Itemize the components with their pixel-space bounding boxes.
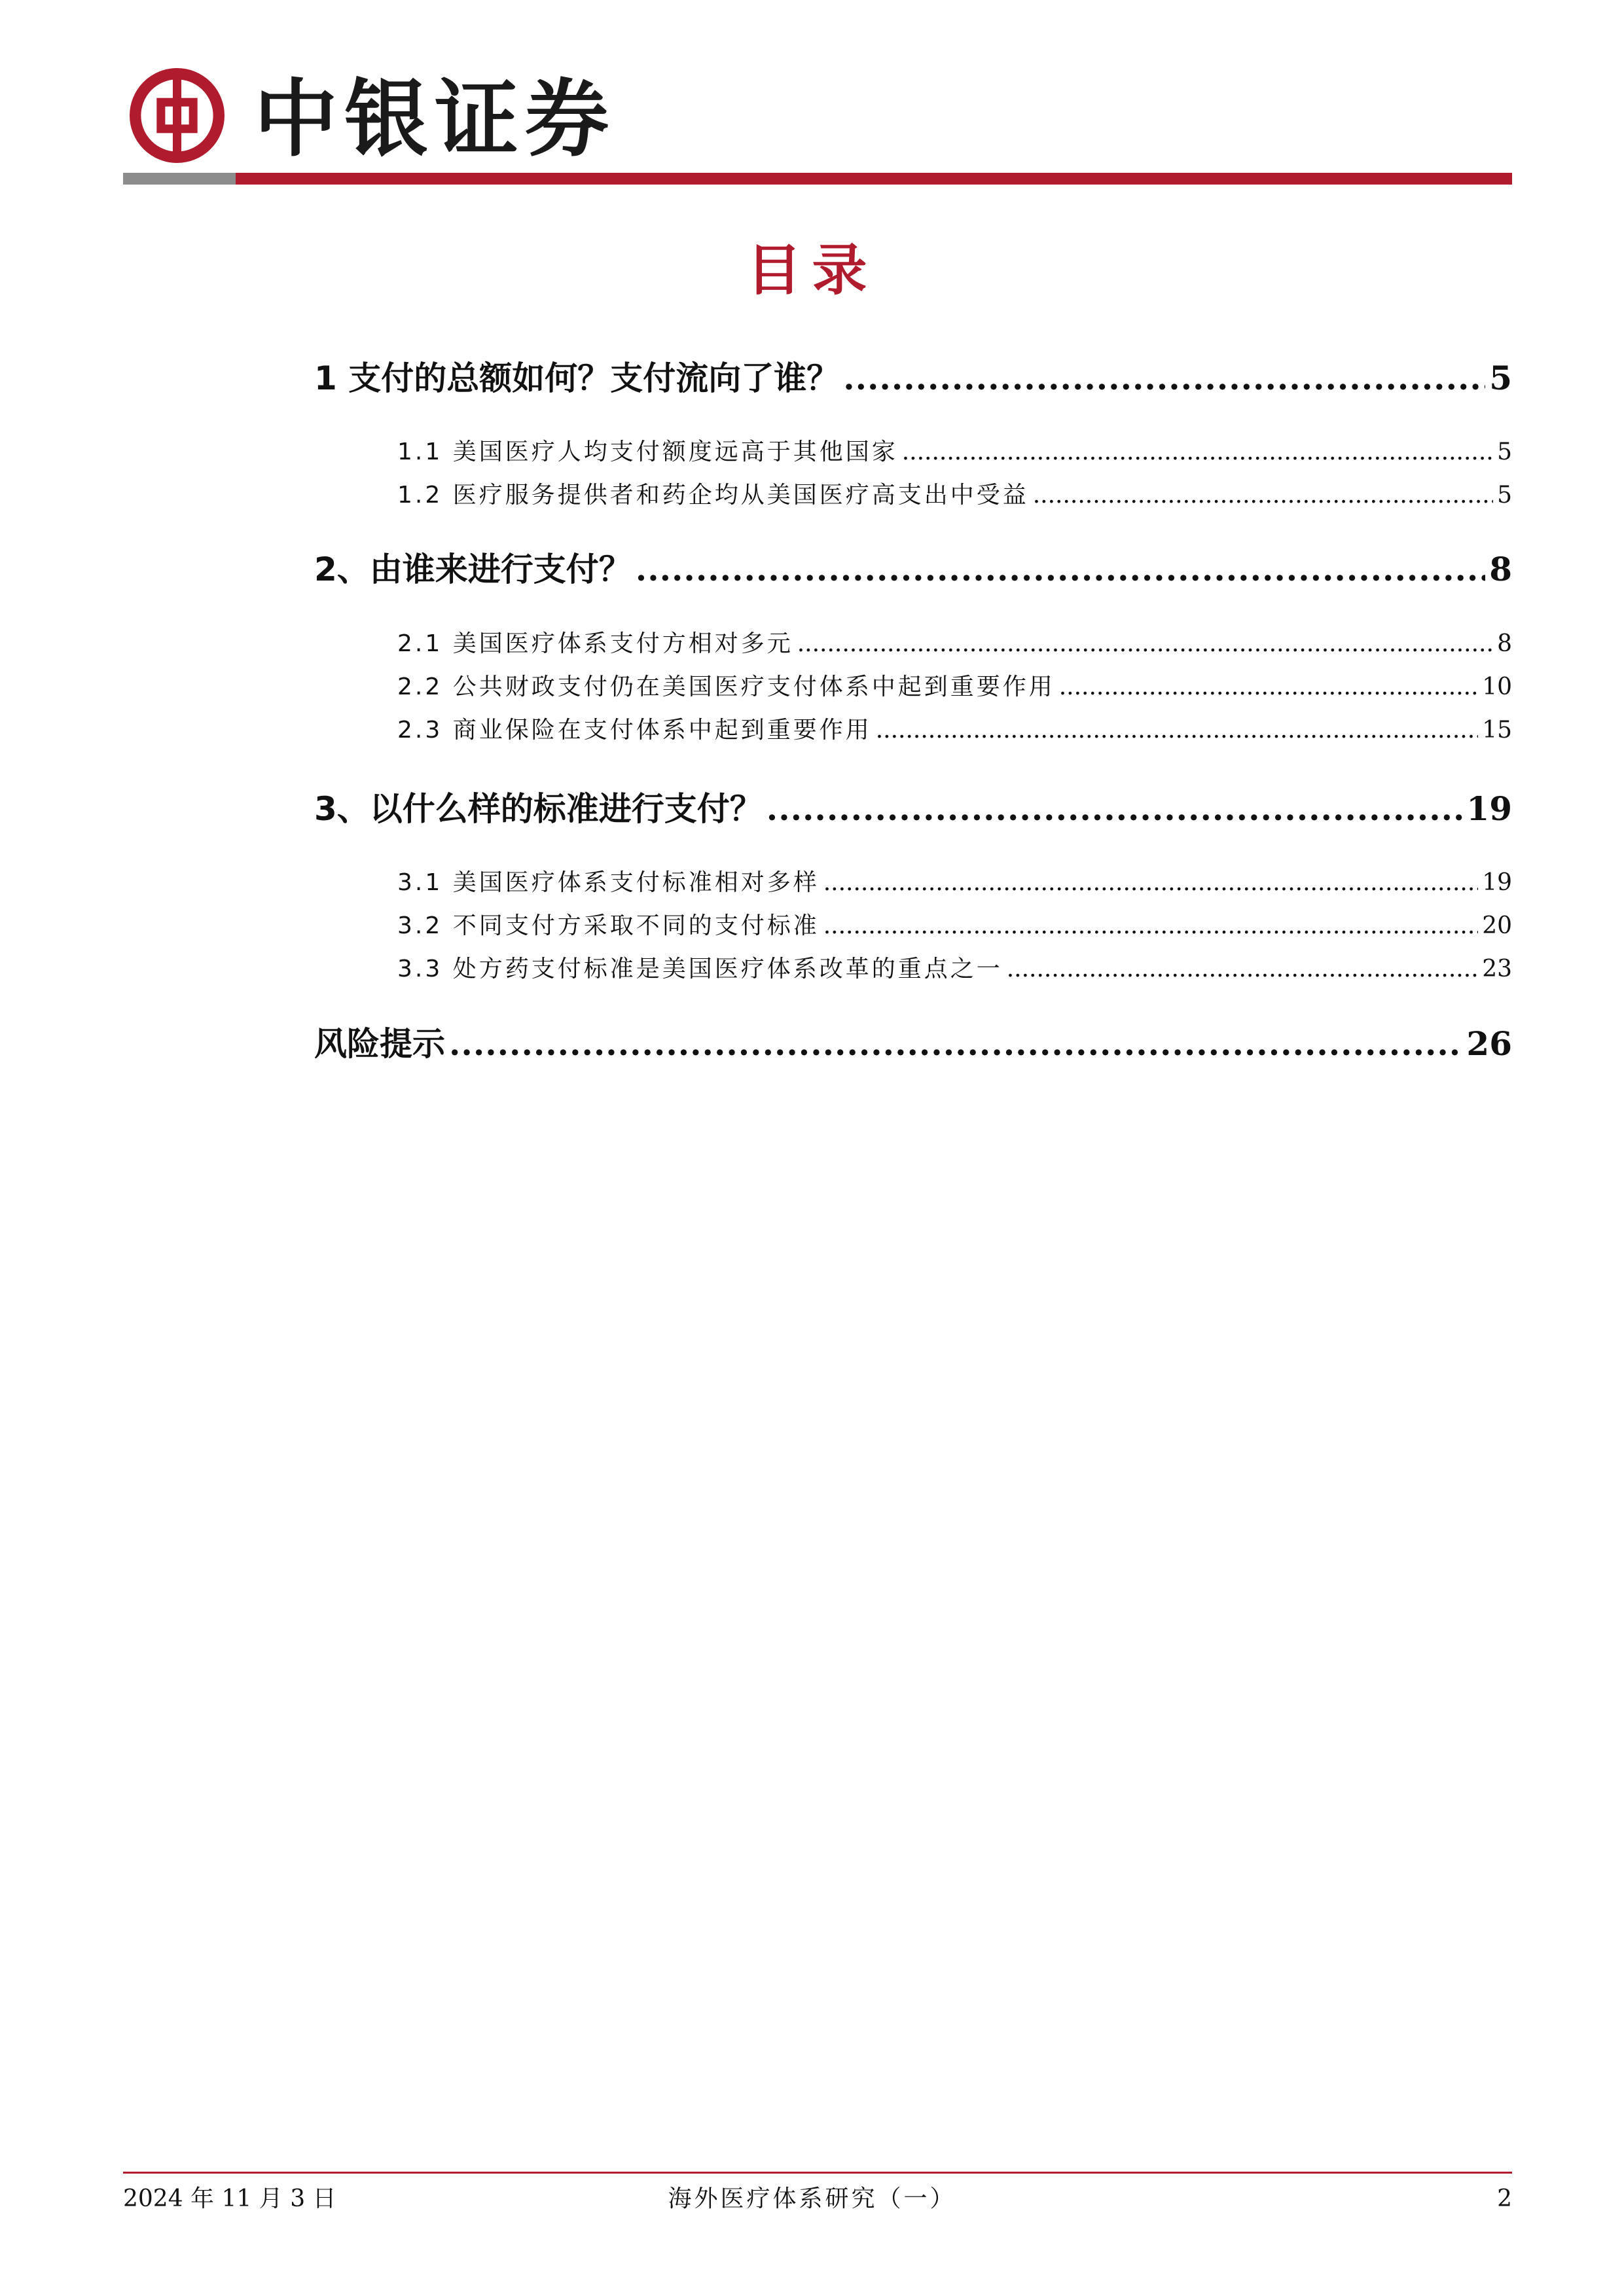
toc-entry-label: 2.1 美国医疗体系支付方相对多元: [397, 630, 793, 657]
toc-entry-page: 8: [1497, 630, 1512, 657]
toc-entry-label: 3.3 处方药支付标准是美国医疗体系改革的重点之一: [397, 956, 1003, 982]
toc-entry-section-3-3[interactable]: [314, 950, 1512, 984]
toc-entry-section-3[interactable]: [314, 783, 1512, 830]
footer-page-number: 2: [1497, 2185, 1512, 2212]
toc-leader-dots: [902, 439, 1493, 465]
toc-leader-dots: [449, 1024, 1462, 1063]
toc-entry-section-2[interactable]: [314, 543, 1512, 590]
toc-entry-label: 1.2 医疗服务提供者和药企均从美国医疗高支出中受益: [397, 482, 1029, 509]
toc-entry-label: 风险提示: [314, 1025, 445, 1063]
footer-report-title: 海外医疗体系研究（一）: [668, 2185, 956, 2212]
toc-entry-section-3-1[interactable]: [314, 864, 1512, 897]
toc-entry-section-2-3[interactable]: [314, 711, 1512, 745]
toc-entry-label: 1.1 美国医疗人均支付额度远高于其他国家: [397, 439, 898, 465]
toc-entry-page: 19: [1482, 869, 1512, 896]
toc-entry-page: 20: [1482, 912, 1512, 939]
toc-title: 目录: [746, 238, 878, 302]
toc-entry-label: 2.3 商业保险在支付体系中起到重要作用: [397, 717, 872, 744]
footer-rule: [123, 2172, 1512, 2174]
header-rule-grey: [123, 173, 236, 185]
header-rule-red: [236, 173, 1512, 185]
toc-leader-dots: [1033, 482, 1493, 509]
toc-entry-page: 19: [1466, 789, 1512, 828]
page-header: [123, 68, 1511, 166]
toc-entry-risk-warning[interactable]: [314, 1018, 1512, 1065]
toc-entry-section-2-1[interactable]: [314, 625, 1512, 658]
toc-entry-page: 26: [1466, 1024, 1512, 1063]
toc-entry-label: 2、由谁来进行支付？: [314, 550, 632, 588]
footer-date: 2024 年 11 月 3 日: [123, 2185, 336, 2212]
toc-entry-section-2-2[interactable]: [314, 668, 1512, 702]
toc-leader-dots: [843, 359, 1485, 397]
toc-entry-label: 3.2 不同支付方采取不同的支付标准: [397, 912, 820, 939]
toc-entry-page: 5: [1497, 482, 1512, 509]
toc-entry-label: 1 支付的总额如何？支付流向了谁？: [314, 359, 840, 397]
toc-entry-page: 23: [1482, 956, 1512, 982]
toc-entry-label: 2.2 公共财政支付仍在美国医疗支付体系中起到重要作用: [397, 673, 1055, 700]
brand-name: 中银证券: [254, 70, 616, 168]
toc-entry-label: 3、以什么样的标准进行支付？: [314, 790, 763, 828]
boc-logo-icon: [130, 68, 225, 163]
toc-leader-dots: [797, 630, 1493, 657]
toc-entry-page: 5: [1489, 359, 1512, 397]
toc-leader-dots: [823, 869, 1478, 896]
toc-entry-section-1-2[interactable]: [314, 476, 1512, 510]
toc-entry-section-3-2[interactable]: [314, 907, 1512, 941]
toc-leader-dots: [1059, 673, 1478, 700]
toc-entry-page: 5: [1497, 439, 1512, 465]
toc-entry-section-1[interactable]: [314, 352, 1512, 399]
toc-entry-page: 8: [1489, 550, 1512, 588]
toc-entry-page: 10: [1482, 673, 1512, 700]
toc-entry-label: 3.1 美国医疗体系支付标准相对多样: [397, 869, 820, 896]
toc-leader-dots: [1007, 956, 1478, 982]
toc-entry-page: 15: [1482, 717, 1512, 744]
toc-leader-dots: [876, 717, 1478, 744]
toc-leader-dots: [767, 789, 1463, 828]
toc-entry-section-1-1[interactable]: [314, 433, 1512, 467]
toc-leader-dots: [636, 550, 1485, 588]
toc-leader-dots: [823, 912, 1478, 939]
